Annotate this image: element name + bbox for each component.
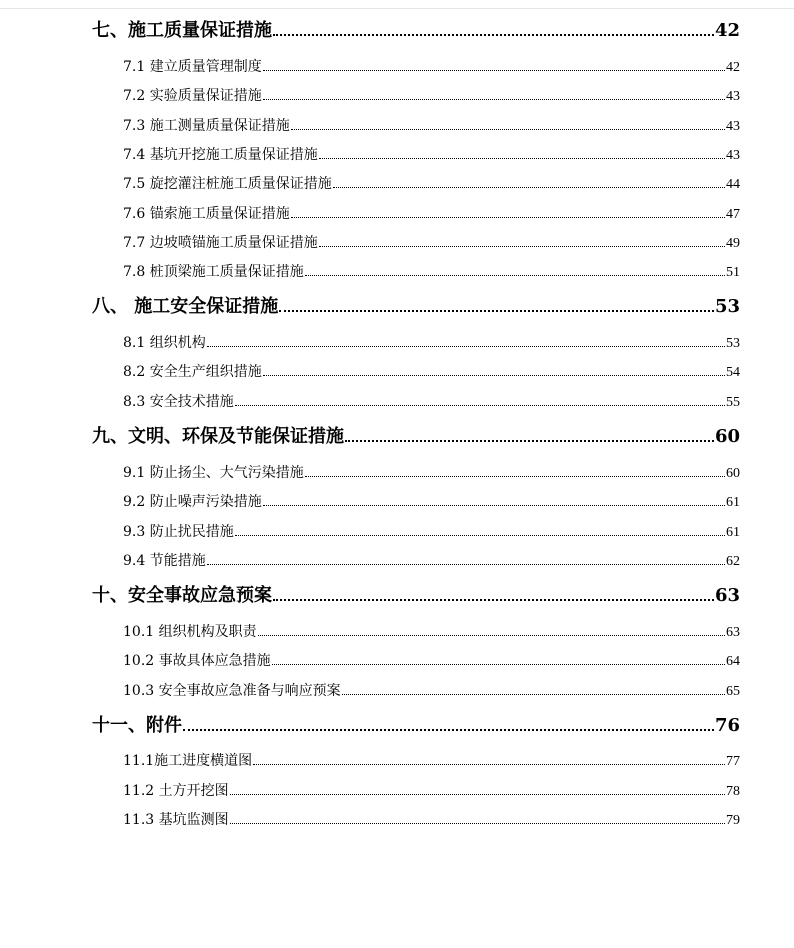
toc-sub-entry[interactable] [123,521,740,541]
toc-sub-entry[interactable] [123,115,740,135]
toc-sub-entry[interactable] [123,361,740,381]
dot-leader [342,694,725,695]
dot-leader [279,310,714,312]
toc-heading-entry[interactable] [92,711,740,735]
toc-sub-entry[interactable] [123,56,740,76]
dot-leader [305,476,725,477]
toc-entry-title: 9.4 节能措施 [123,553,206,569]
toc-sub-entry[interactable] [123,491,740,511]
toc-page-number: 79 [726,813,740,828]
toc-page-number: 47 [726,207,740,222]
dot-leader [333,187,725,188]
toc-page-number: 42 [726,60,740,75]
toc-entry-title: 7.6 锚索施工质量保证措施 [123,206,290,222]
toc-page-number: 53 [726,336,740,351]
dot-leader [258,635,725,636]
dot-leader [305,275,725,276]
dot-leader [235,405,725,406]
toc-heading-entry[interactable] [92,422,740,446]
dot-leader [235,535,725,536]
toc-entry-title: 7.1 建立质量管理制度 [123,59,262,75]
toc-sub-entry[interactable] [123,332,740,352]
toc-entry-title: 10.3 安全事故应急准备与响应预案 [123,683,341,699]
toc-entry-title: 7.2 实验质量保证措施 [123,88,262,104]
toc-heading-entry[interactable] [92,581,740,605]
toc-entry-title: 11.3 基坑监测图 [123,812,229,828]
toc-page-number: 53 [714,296,740,317]
toc-page-number: 63 [726,625,740,640]
dot-leader [230,823,725,824]
toc-entry-title: 11.2 土方开挖图 [123,783,229,799]
dot-leader [263,505,725,506]
toc-page-number: 55 [726,395,740,410]
toc-entry-title: 7.7 边坡喷锚施工质量保证措施 [123,235,318,251]
dot-leader [291,129,725,130]
toc-entry-title: 8.2 安全生产组织措施 [123,364,262,380]
toc-entry-title: 11.1施工进度横道图 [123,753,253,769]
toc-page-number: 54 [726,365,740,380]
toc-entry-title: 十、安全事故应急预案 [92,585,272,606]
toc-entry-title: 十一、附件 [92,715,182,736]
toc-sub-entry[interactable] [123,650,740,670]
toc-sub-entry[interactable] [123,809,740,829]
toc-page-number: 44 [726,177,740,192]
toc-page-number: 60 [726,466,740,481]
toc-entry-title: 7.3 施工测量质量保证措施 [123,118,290,134]
dot-leader [272,664,725,665]
toc-entry-title: 7.4 基坑开挖施工质量保证措施 [123,147,318,163]
toc-sub-entry[interactable] [123,462,740,482]
toc-sub-entry[interactable] [123,203,740,223]
dot-leader [319,158,725,159]
dot-leader [230,794,725,795]
toc-entry-title: 9.3 防止扰民措施 [123,524,234,540]
toc-entry-title: 9.1 防止扬尘、大气污染措施 [123,465,304,481]
page-top-border [0,8,794,9]
toc-entry-title: 九、文明、环保及节能保证措施 [92,426,344,447]
toc-page-number: 43 [726,148,740,163]
toc-page-number: 61 [726,525,740,540]
toc-entry-title: 10.2 事故具体应急措施 [123,653,271,669]
dot-leader [183,729,714,731]
dot-leader [263,375,725,376]
dot-leader [263,70,725,71]
dot-leader [273,34,714,36]
toc-sub-entry[interactable] [123,680,740,700]
dot-leader [319,246,725,247]
toc-page-number: 65 [726,684,740,699]
toc-entry-title: 7.8 桩顶梁施工质量保证措施 [123,264,304,280]
toc-entry-title: 八、 施工安全保证措施 [92,296,279,317]
toc-page-number: 42 [714,20,740,41]
toc-sub-entry[interactable] [123,780,740,800]
toc-heading-entry[interactable] [92,292,740,316]
dot-leader [207,346,725,347]
toc-page-number: 76 [714,715,740,736]
toc-sub-entry[interactable] [123,232,740,252]
toc-sub-entry[interactable] [123,144,740,164]
dot-leader [263,99,725,100]
toc-sub-entry[interactable] [123,550,740,570]
dot-leader [273,599,714,601]
toc-entry-title: 8.1 组织机构 [123,335,206,351]
dot-leader [207,564,725,565]
toc-entry-title: 7.5 旋挖灌注桩施工质量保证措施 [123,176,332,192]
toc-sub-entry[interactable] [123,173,740,193]
toc-sub-entry[interactable] [123,750,740,770]
dot-leader [253,764,725,765]
toc-entry-title: 8.3 安全技术措施 [123,394,234,410]
toc-sub-entry[interactable] [123,261,740,281]
dot-leader [291,217,725,218]
toc-heading-entry[interactable] [92,16,740,40]
toc-page-number: 51 [726,265,740,280]
toc-page-number: 61 [726,495,740,510]
toc-page-number: 64 [726,654,740,669]
toc-page-number: 62 [726,554,740,569]
toc-page-number: 60 [714,426,740,447]
toc-sub-entry[interactable] [123,621,740,641]
toc-sub-entry[interactable] [123,85,740,105]
toc-page-number: 49 [726,236,740,251]
dot-leader [345,440,714,442]
toc-page-number: 63 [714,585,740,606]
toc-page-number: 78 [726,784,740,799]
toc-entry-title: 9.2 防止噪声污染措施 [123,494,262,510]
toc-entry-title: 10.1 组织机构及职责 [123,624,257,640]
toc-entry-title: 七、施工质量保证措施 [92,20,272,41]
toc-sub-entry[interactable] [123,391,740,411]
toc-page-number: 43 [726,119,740,134]
toc-page-number: 77 [726,754,740,769]
toc-page-number: 43 [726,89,740,104]
